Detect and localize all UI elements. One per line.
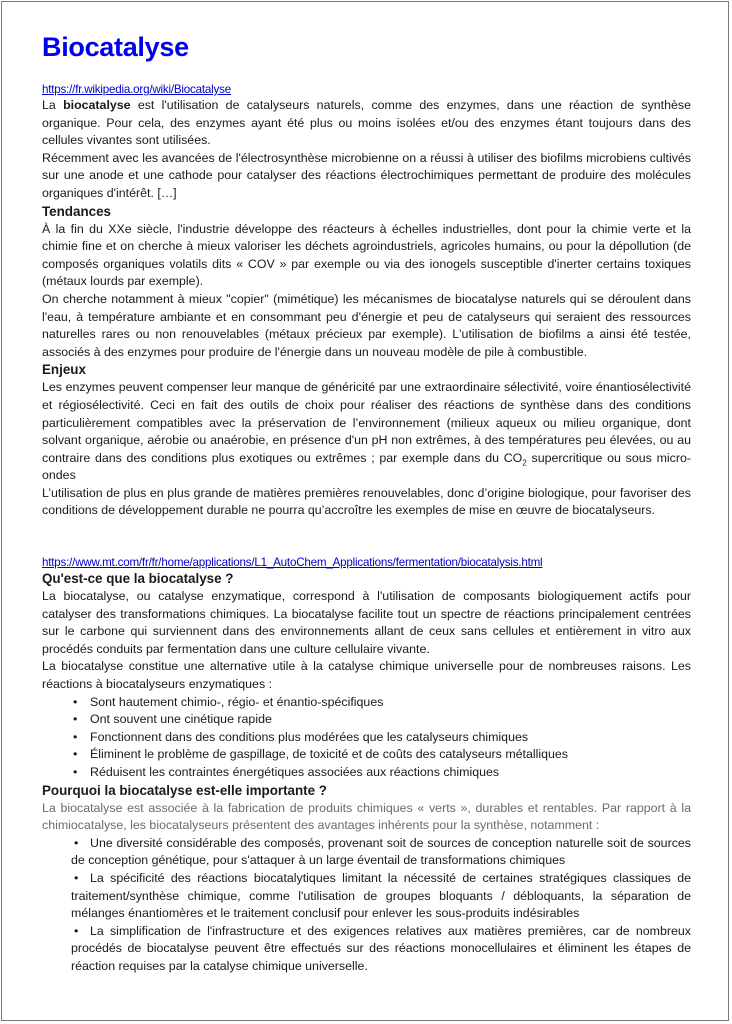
list-item: • Réduisent les contraintes énergétiques associées aux réactions chimiques: [42, 764, 691, 782]
bullet-icon: •: [73, 729, 78, 744]
wikipedia-source-link[interactable]: https://fr.wikipedia.org/wiki/Biocatalyse: [42, 83, 231, 96]
what-paragraph-2: La biocatalyse constitue une alternative utile à la catalyse chimique universelle pour de nombreuses raisons. Les réactions à biocatalyseurs enzymatiques :: [42, 659, 691, 692]
list-item: • La simplification de l'infrastructure et des exigences relatives aux matières premières, car de nombreux procédés de biocatalyse peuvent être effectués sur des réactions monocellulaires et éliminent les étapes de réaction requises par la catalyse chimique universelle.: [71, 923, 691, 973]
page-title: Biocatalyse: [42, 32, 189, 62]
mt-source-link[interactable]: https://www.mt.com/fr/fr/home/applications/L1_AutoChem_Applications/fermentation/biocatalysis.html: [42, 556, 543, 570]
bullet-icon: •: [73, 747, 78, 762]
tendances-paragraph-1: À la fin du XXe siècle, l'industrie développe des réacteurs à échelles industrielles, dont pour la chimie verte et la chimie fine et on cherche à mieux valoriser les déchets agroindustriels, agricoles humains, ou pour la dépollution (de composés organiques volatils dits « COV » par exemple ou via des ionogels susceptible d'inerter certains toxiques (métaux lourds par exemple).: [42, 221, 691, 289]
bullet-icon: •: [73, 765, 78, 779]
bullet-icon: •: [73, 694, 78, 709]
section-spacer: [42, 520, 691, 555]
bullet-icon: •: [74, 835, 79, 850]
what-is-biocatalysis-heading: Qu'est-ce que la biocatalyse ?: [42, 571, 234, 587]
list-item: • Sont hautement chimio-, régio- et énantio-spécifiques: [42, 694, 691, 712]
why-intro-paragraph: La biocatalyse est associée à la fabrication de produits chimiques « verts », durables et rentables. Par rapport à la chimiocatalyse, les biocatalyseurs présentent des avantages inhérents pour la synthèse, notamment :: [42, 800, 691, 833]
electrosynthesis-paragraph: Récemment avec les avancées de l'électrosynthèse microbienne on a réussi à utiliser des biofilms microbiens cultivés sur une anode et une cathode pour catalyser des réactions électrochimiques permettant de produire des molécules organiques d'intérêt. […]: [42, 150, 691, 200]
list-item: • Ont souvent une cinétique rapide: [42, 711, 691, 729]
bullet-icon: •: [74, 923, 79, 938]
intro-paragraph: La biocatalyse est l'utilisation de catalyseurs naturels, comme des enzymes, dans une réaction de synthèse organique. Pour cela, des enzymes ayant été plus ou moins isolées et/ou des enzymes étant toujours dans des cellules vivantes sont utilisées.: [42, 98, 691, 148]
enjeux-paragraph-2: L’utilisation de plus en plus grande de matières premières renouvelables, donc d’origine biologique, pour favoriser des conditions de développement durable ne pourra qu’accroître les exemples de mise en œuvre de biocatalyseurs.: [42, 485, 691, 518]
bullet-icon: •: [74, 870, 79, 885]
tendances-paragraph-2: On cherche notamment à mieux "copier" (mimétique) les mécanismes de biocatalyse naturels qui se déroulent dans l'eau, à température ambiante et en consommant peu d'énergie et peu de catalyseurs qui seraient des ressources naturelles rares ou non renouvelables (métaux précieux par exemple). L'utilisation de biofilms a ainsi été testée, associés à des enzymes pour produire de l'énergie dans un nouveau modèle de pile à combustible.: [42, 291, 691, 359]
why-important-heading: Pourquoi la biocatalyse est-elle importante ?: [42, 782, 327, 798]
tendances-heading: Tendances: [42, 203, 111, 219]
enjeux-paragraph-1: Les enzymes peuvent compenser leur manque de généricité par une extraordinaire sélectivité, voire énantiosélectivité et régiosélectivité. Ceci en fait des outils de choix pour réaliser des réactions de synthèse dans des conditions particulièrement compatibles avec la préservation de l’environnement (milieux aqueux ou milieu organique, dont solvant organique, aérobie ou anaérobie, en présence d'un pH non extrêmes, à des températures peu élevées, ou au contraire dans des conditions plus exotiques ou extrêmes ; par exemple dans du $CO_2$ supercritique ou sous micro-ondes: [42, 380, 692, 483]
list-item: • Éliminent le problème de gaspillage, de toxicité et de coûts des catalyseurs métalliques: [42, 746, 691, 764]
synthesis-advantages-list: [42, 835, 691, 976]
bullet-icon: •: [73, 712, 78, 727]
intro-bold-term: biocatalyse: [63, 98, 131, 112]
list-item: • La spécificité des réactions biocatalytiques limitant la nécessité de certaines stratégiques classiques de traitement/synthèse chimique, comme l'utilisation de groupes bloquants / débloquants, la séparation de mélanges énantiomères et le traitement conclusif pour enlever les sous-produits indésirables: [71, 870, 691, 921]
list-item: • Une diversité considérable des composés, provenant soit de sources de conception naturelle soit de sources de conception génétique, pour s'attaquer à un large éventail de transformations chimiques: [71, 835, 691, 868]
enjeux-heading: Enjeux: [42, 362, 86, 378]
what-paragraph-1: La biocatalyse, ou catalyse enzymatique, correspond à l'utilisation de composants biologiquement actifs pour catalyser des transformations chimiques. La biocatalyse facilite tout un spectre de réactions principalement centrées sur le carbone qui surviennent dans des environnements allant de ceux sans cellules et entièrement in vitro aux procédés conduits par fermentation dans une culture cellulaire vivante.: [42, 589, 691, 656]
list-item: • Fonctionnent dans des conditions plus modérées que les catalyseurs chimiques: [42, 729, 691, 747]
advantages-list: [42, 694, 691, 782]
document-content: [42, 30, 691, 976]
document-page: [1, 1, 729, 1021]
